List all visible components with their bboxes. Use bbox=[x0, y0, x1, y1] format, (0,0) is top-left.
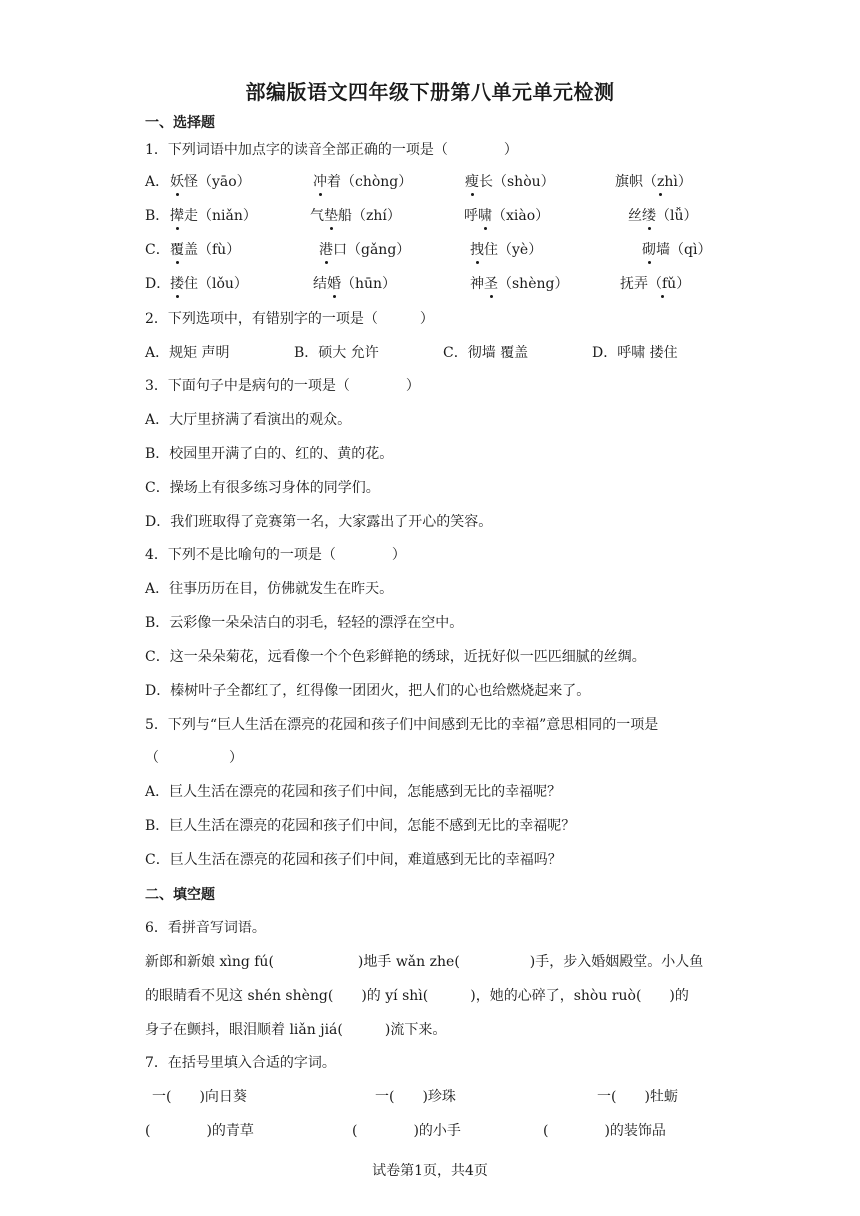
question-3-stem: 3．下面句子中是病句的一项是（ ） bbox=[145, 378, 420, 394]
option-label: B． bbox=[145, 208, 170, 224]
option-word: 拽住（yè） bbox=[470, 242, 543, 258]
question-4-option-b: B．云彩像一朵朵洁白的羽毛，轻轻的漂浮在空中。 bbox=[145, 615, 464, 631]
option-word: 覆盖（fù） bbox=[170, 242, 241, 258]
option-word: 丝缕（lǚ） bbox=[628, 208, 698, 224]
question-3-option-d: D．我们班取得了竞赛第一名，大家露出了开心的笑容。 bbox=[145, 514, 493, 530]
option-word: 旗帜（zhì） bbox=[615, 174, 692, 190]
question-6-line-3: 身子在颤抖，眼泪顺着 liǎn jiá( )流下来。 bbox=[145, 1022, 447, 1038]
question-5-stem: 5．下列与“巨人生活在漂亮的花园和孩子们中间感到无比的幸福”意思相同的一项是 bbox=[145, 717, 659, 733]
option-word: 抚弄（fǔ） bbox=[620, 276, 691, 292]
option-word: 撵走（niǎn） bbox=[170, 208, 257, 224]
page-footer: 试卷第1页，共4页 bbox=[372, 1163, 488, 1179]
question-7-item: ( )的青草 bbox=[145, 1123, 254, 1139]
question-7-item: 一( )珍珠 bbox=[375, 1089, 456, 1105]
question-2-option-c: C．彻墙 覆盖 bbox=[443, 345, 529, 361]
question-4-option-c: C．这一朵朵菊花，远看像一个个色彩鲜艳的绣球，近抚好似一匹匹细腻的丝绸。 bbox=[145, 649, 646, 665]
question-7-stem: 7．在括号里填入合适的字词。 bbox=[145, 1055, 336, 1071]
question-2-option-b: B．硕大 允许 bbox=[294, 345, 379, 361]
question-1-stem: 1．下列词语中加点字的读音全部正确的一项是（ ） bbox=[145, 142, 518, 158]
question-5-option-b: B．巨人生活在漂亮的花园和孩子们中间，怎能不感到无比的幸福呢？ bbox=[145, 818, 576, 834]
question-7-item: 一( )向日葵 bbox=[152, 1089, 247, 1105]
question-4-stem: 4．下列不是比喻句的一项是（ ） bbox=[145, 547, 406, 563]
option-word: 神圣（shèng） bbox=[470, 276, 569, 292]
question-5-answer-paren: （ ） bbox=[145, 750, 243, 766]
question-4-option-d: D．榛树叶子全都红了，红得像一团团火，把人们的心也给燃烧起来了。 bbox=[145, 683, 591, 699]
option-label: A． bbox=[145, 174, 170, 190]
question-6-line-2: 的眼睛看不见这 shén shèng( )的 yí shì( )，她的心碎了，shòu ruò( )的 bbox=[145, 988, 689, 1004]
question-7-item: ( )的小手 bbox=[352, 1123, 461, 1139]
option-word: 结婚（hūn） bbox=[313, 276, 397, 292]
section-heading-choice: 一、选择题 bbox=[145, 115, 215, 131]
question-3-option-c: C．操场上有很多练习身体的同学们。 bbox=[145, 480, 380, 496]
question-6-line-1: 新郎和新娘 xìng fú( )地手 wǎn zhe( )手，步入婚姻殿堂。小人鱼 bbox=[145, 954, 704, 970]
question-2-stem: 2．下列选项中，有错别字的一项是（ ） bbox=[145, 311, 434, 327]
question-6-stem: 6．看拼音写词语。 bbox=[145, 920, 266, 936]
option-word: 妖怪（yāo） bbox=[170, 174, 251, 190]
question-2-option-a: A．规矩 声明 bbox=[145, 345, 230, 361]
page-title: 部编版语文四年级下册第八单元单元检测 bbox=[245, 80, 615, 104]
question-2-option-d: D．呼啸 搂住 bbox=[592, 345, 678, 361]
question-3-option-a: A．大厅里挤满了看演出的观众。 bbox=[145, 412, 352, 428]
option-word: 港口（gǎng） bbox=[319, 242, 411, 258]
section-heading-fill: 二、填空题 bbox=[145, 887, 215, 903]
option-word: 搂住（lǒu） bbox=[170, 276, 248, 292]
question-5-option-c: C．巨人生活在漂亮的花园和孩子们中间，难道感到无比的幸福吗？ bbox=[145, 852, 562, 868]
question-7-item: ( )的装饰品 bbox=[543, 1123, 666, 1139]
question-3-option-b: B．校园里开满了白的、红的、黄的花。 bbox=[145, 446, 394, 462]
question-7-item: 一( )牡蛎 bbox=[597, 1089, 678, 1105]
option-word: 呼啸（xiào） bbox=[464, 208, 550, 224]
question-5-option-a: A．巨人生活在漂亮的花园和孩子们中间，怎能感到无比的幸福呢？ bbox=[145, 784, 562, 800]
option-word: 气垫船（zhí） bbox=[310, 208, 401, 224]
option-word: 瘦长（shòu） bbox=[465, 174, 555, 190]
question-4-option-a: A．往事历历在目，仿佛就发生在昨天。 bbox=[145, 581, 394, 597]
option-label: C． bbox=[145, 242, 170, 258]
option-word: 砌墙（qì） bbox=[642, 242, 712, 258]
option-label: D． bbox=[145, 276, 171, 292]
option-word: 冲着（chòng） bbox=[313, 174, 413, 190]
